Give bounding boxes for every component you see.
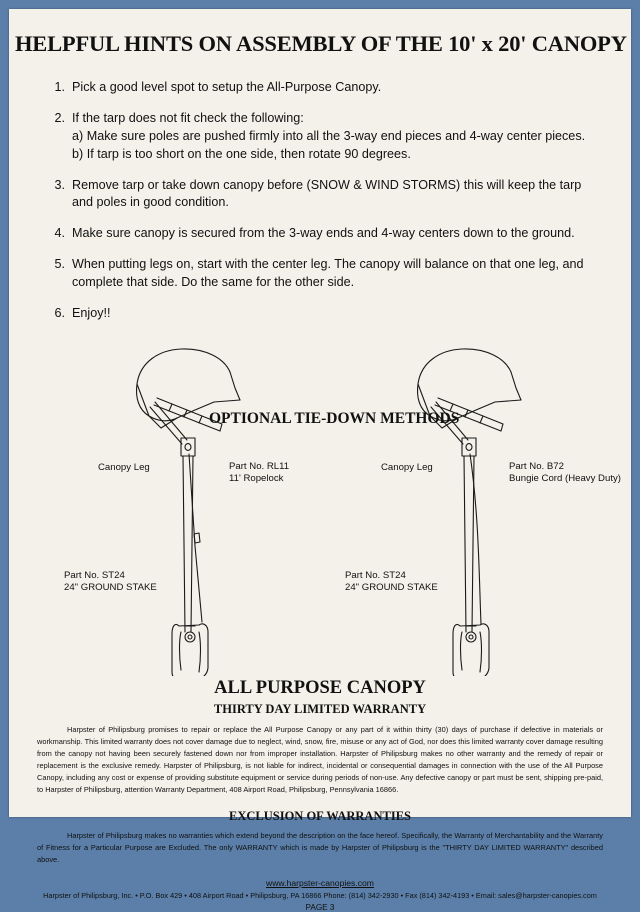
right-part-line2: Bungie Cord (Heavy Duty): [509, 473, 621, 485]
website-link[interactable]: www.harpster-canopies.com: [266, 877, 374, 888]
hint-text: Pick a good level spot to setup the All-Purpose Canopy.: [72, 80, 382, 94]
hint-number: 2.: [54, 110, 65, 125]
right-canopy-leg-label: Canopy Leg: [381, 461, 433, 473]
hint-text: Enjoy!!: [72, 305, 111, 320]
warranty-body: Harpster of Philipsburg promises to repair or replace the All Purpose Canopy or any part of it within thirty (30) days of purchase if defective in materials or workmanship. This limited warranty does not cover damage due to neglect, wind, snow, fire, misuse or any act of God, nor does this limited warranty cover damage resulting from the canopy not having been securely fastened down nor from improper installation. Harpster of Philipsburg makes no other warranty and the remedy of repair or replacement is the exclusive remedy. Harpster of Philipsburg, is not liable for indirect, incidental or consequential damages in connection with the use of the All Purpose Canopy, including any cost or expense of providing substitute equipment or service during periods of non-use. Any defective canopy or part must be sent, shipping pre-paid, to Harpster of Philipsburg, attention Warranty Department, 408 Airport Road, Philipsburg, Pennsylvania 16866.: [37, 724, 603, 794]
hint-number: 6.: [54, 305, 65, 320]
hint-number: 3.: [54, 177, 65, 192]
right-stake-line2: 24" GROUND STAKE: [345, 582, 438, 594]
hint-main: If the tarp does not fit check the following:: [72, 110, 304, 125]
right-stake-line1: Part No. ST24: [345, 569, 406, 581]
left-canopy-leg-label: Canopy Leg: [98, 461, 150, 473]
list-item: [43, 177, 591, 213]
exclusion-heading: EXCLUSION OF WARRANTIES: [229, 808, 411, 823]
left-stake-line1: Part No. ST24: [64, 569, 125, 581]
hint-number: 5.: [54, 257, 65, 272]
hint-text: Make sure canopy is secured from the 3-way ends and 4-way centers down to the ground.: [72, 226, 575, 241]
warranty-heading: ALL PURPOSE CANOPY: [214, 677, 426, 698]
tie-down-illustration: [9, 336, 631, 676]
warranty-subheading: THIRTY DAY LIMITED WARRANTY: [213, 701, 427, 716]
hint-text: Remove tarp or take down canopy before (SNOW & WIND STORMS) this will keep the tarp and poles in good condition.: [72, 177, 582, 210]
hint-text: [72, 110, 591, 164]
right-stake-label: [345, 570, 438, 595]
list-item: [43, 225, 591, 243]
right-part-label: [509, 461, 621, 486]
left-stake-line2: 24" GROUND STAKE: [64, 582, 157, 594]
footer-contact: Harpster of Philipsburg, Inc. • P.O. Box 429 • 408 Airport Road • Philipsburg, PA 16866 Phone: (814) 342-2930 • Fax (814) 342-4193 • Email: sales@harpster-canopies.com: [43, 890, 597, 900]
exclusion-body: Harpster of Philipsburg makes no warranties which extend beyond the description on the face hereof. Specifically, the Warranty of Merchantability and the Warranty of Fitness for a Particular Purpose are Excluded. The only WARRANTY which is made by Harpster of Philipsburg is the "THIRTY DAY LIMITED WARRANTY" described above.: [37, 830, 603, 864]
hint-text: When putting legs on, start with the center leg. The canopy will balance on that one leg, and complete that side. Do the same for the other side.: [72, 257, 584, 289]
hint-sub-a: a) Make sure poles are pushed firmly into all the 3-way end pieces and 4-way center pieces.: [72, 128, 586, 143]
page-title: HELPFUL HINTS ON ASSEMBLY OF THE 10' x 20' CANOPY: [15, 31, 627, 56]
list-item: [43, 256, 591, 292]
hint-sub-b: b) If tarp is too short on the one side, then rotate 90 degrees.: [72, 146, 411, 161]
hint-number: 4.: [54, 226, 65, 241]
hint-number: 1.: [54, 80, 65, 94]
left-part-label: [229, 461, 289, 486]
list-item: [43, 305, 591, 323]
list-item: [43, 79, 591, 97]
page-number: PAGE 3: [305, 902, 335, 912]
canopy-diagram-svg: [9, 336, 631, 676]
list-item: [43, 110, 591, 164]
left-part-line2: 11' Ropelock: [229, 473, 284, 485]
right-part-line1: Part No. B72: [509, 460, 564, 472]
document-page: [9, 9, 631, 912]
left-part-line1: Part No. RL11: [229, 460, 290, 472]
hints-list: [9, 79, 631, 323]
left-stake-label: [64, 570, 157, 595]
figure-heading: OPTIONAL TIE-DOWN METHODS: [209, 409, 460, 427]
